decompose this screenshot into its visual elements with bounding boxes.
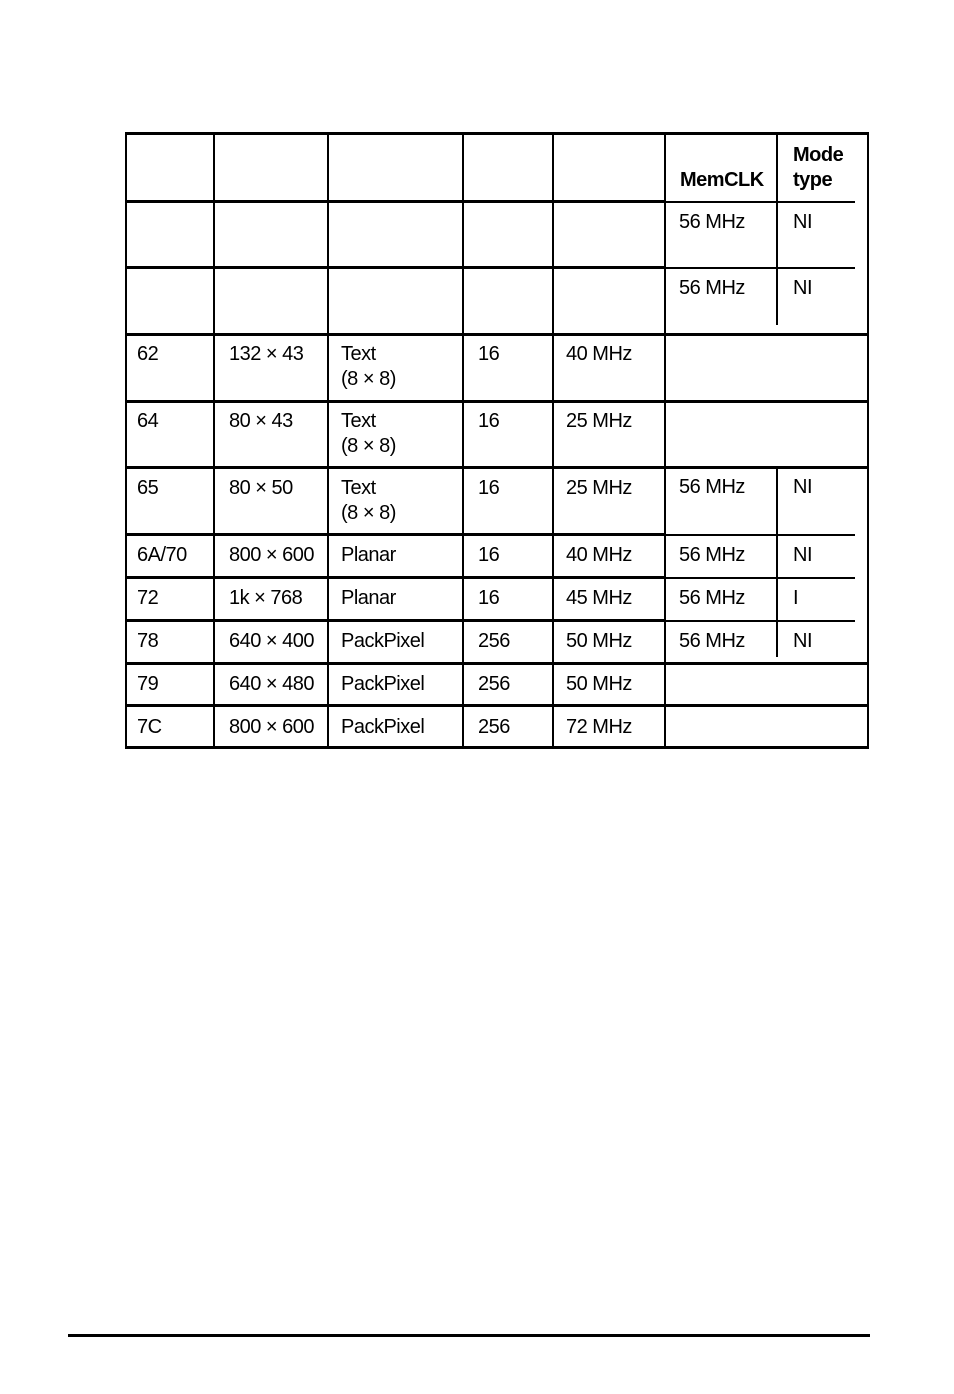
cell-kind-main: Text	[341, 410, 376, 432]
cell-resolution: 132 × 43	[229, 343, 304, 365]
cell-type: I	[793, 587, 799, 609]
cell-mode: 64	[137, 410, 159, 432]
col-divider	[776, 467, 778, 657]
cell-colors: 16	[478, 410, 500, 432]
table-left-border	[125, 132, 127, 749]
cell-kind-main: Text	[341, 343, 376, 365]
cell-resolution: 800 × 600	[229, 544, 315, 566]
cell-memclk: 56 MHz	[679, 630, 745, 652]
cell-resolution: 640 × 480	[229, 673, 315, 695]
cell-mode: 79	[137, 673, 159, 695]
cell-colors: 256	[478, 673, 510, 695]
cell-resolution: 800 × 600	[229, 716, 315, 738]
col-divider	[213, 132, 215, 749]
cell-kind	[341, 342, 396, 392]
row-divider	[666, 577, 855, 579]
row-divider	[666, 620, 855, 622]
col-divider	[552, 132, 554, 749]
row-divider	[125, 576, 665, 579]
col-divider	[664, 132, 666, 749]
header-mode-type-line2: type	[793, 169, 833, 191]
cell-kind: Planar	[341, 587, 396, 609]
table-top-border	[125, 132, 869, 135]
row-divider	[125, 200, 665, 203]
cell-type: NI	[793, 476, 812, 498]
row-divider	[125, 619, 665, 622]
row-divider	[125, 662, 869, 665]
cell-kind: PackPixel	[341, 630, 425, 652]
cell-clock: 40 MHz	[566, 343, 632, 365]
cell-clock: 50 MHz	[566, 673, 632, 695]
cell-type: NI	[793, 630, 812, 652]
cell-kind-sub: (8 × 8)	[341, 368, 396, 390]
cell-clock: 25 MHz	[566, 477, 632, 499]
cell-colors: 16	[478, 587, 500, 609]
row-divider	[666, 267, 855, 269]
cell-resolution: 80 × 50	[229, 477, 293, 499]
col-divider	[776, 132, 778, 325]
cell-resolution: 640 × 400	[229, 630, 315, 652]
cell-memclk: 56 MHz	[679, 544, 745, 566]
cell-kind: PackPixel	[341, 673, 425, 695]
top-row-memclk: 56 MHz	[679, 277, 745, 299]
cell-kind	[341, 409, 396, 459]
cell-kind: PackPixel	[341, 716, 425, 738]
row-divider	[125, 400, 869, 403]
row-divider	[125, 333, 869, 336]
cell-resolution: 80 × 43	[229, 410, 293, 432]
top-row-type: NI	[793, 277, 812, 299]
cell-colors: 16	[478, 544, 500, 566]
row-divider	[666, 534, 855, 536]
cell-resolution: 1k × 768	[229, 587, 303, 609]
cell-mode: 62	[137, 343, 159, 365]
cell-mode: 72	[137, 587, 159, 609]
cell-kind	[341, 476, 396, 526]
row-divider	[125, 533, 665, 536]
cell-mode: 65	[137, 477, 159, 499]
cell-mode: 78	[137, 630, 159, 652]
cell-kind-sub: (8 × 8)	[341, 435, 396, 457]
cell-memclk: 56 MHz	[679, 476, 745, 498]
cell-type: NI	[793, 544, 812, 566]
top-row-memclk: 56 MHz	[679, 211, 745, 233]
footer-rule	[68, 1334, 870, 1337]
cell-clock: 45 MHz	[566, 587, 632, 609]
row-divider	[125, 266, 665, 269]
cell-clock: 50 MHz	[566, 630, 632, 652]
table-right-border	[867, 132, 869, 749]
cell-clock: 40 MHz	[566, 544, 632, 566]
cell-colors: 16	[478, 343, 500, 365]
table-bottom-border	[125, 746, 869, 749]
cell-mode: 6A/70	[137, 544, 187, 566]
cell-memclk: 56 MHz	[679, 587, 745, 609]
col-divider	[462, 132, 464, 749]
row-divider	[666, 201, 855, 203]
cell-kind-main: Text	[341, 477, 376, 499]
row-divider	[125, 704, 869, 707]
header-mode-type	[793, 143, 843, 193]
cell-kind-sub: (8 × 8)	[341, 502, 396, 524]
header-memclk: MemCLK	[680, 169, 764, 191]
video-mode-table	[125, 132, 869, 749]
cell-kind: Planar	[341, 544, 396, 566]
cell-clock: 72 MHz	[566, 716, 632, 738]
cell-colors: 16	[478, 477, 500, 499]
header-mode-type-line1: Mode	[793, 144, 844, 166]
cell-clock: 25 MHz	[566, 410, 632, 432]
cell-mode: 7C	[137, 716, 162, 738]
row-divider	[125, 466, 869, 469]
top-row-type: NI	[793, 211, 812, 233]
col-divider	[327, 132, 329, 749]
cell-colors: 256	[478, 630, 510, 652]
cell-colors: 256	[478, 716, 510, 738]
